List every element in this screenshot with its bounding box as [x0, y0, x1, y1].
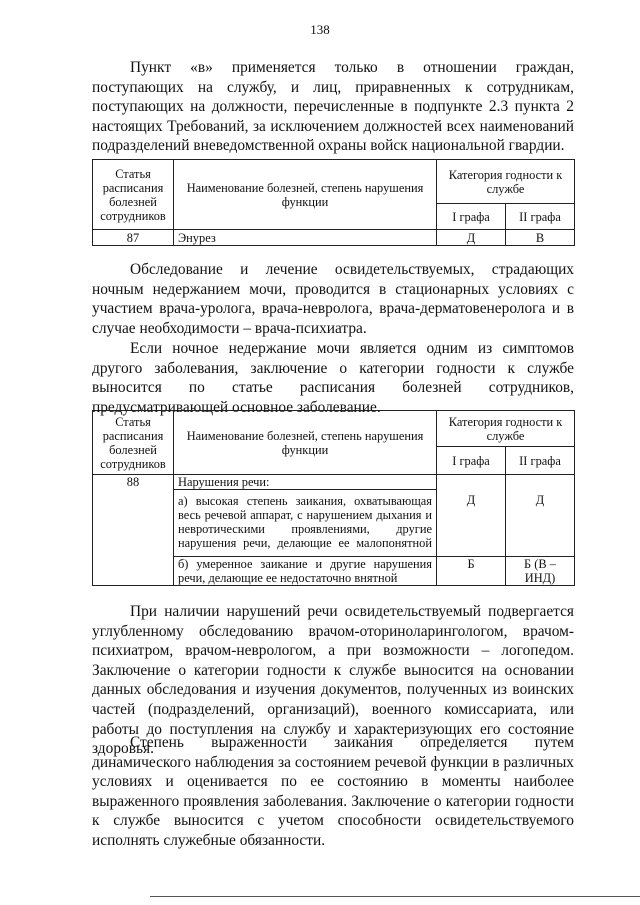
disease-item-b: б) умеренное заикание и другие нарушения речи, делающие ее недостаточно внятной	[174, 557, 437, 586]
paragraph-stuttering-degree: Степень выраженности заикания определяется путем динамического наблюдения за состоянием речевой функции в различных условиях и оценивается по ее состоянию в моменты наиболее выраженного проявления заболевания. Заключение о категории годности к службе выносится с учетом способности освидетельствуемого исполнять служебные обязанности.	[92, 734, 574, 849]
page-number: 138	[310, 22, 330, 37]
header-category: Категория годности к службе	[437, 160, 575, 204]
disease-item-a: а) высокая степень заикания, охватывающая весь речевой аппарат, с нарушением дыхания и невротическими проявлениями, другие нарушения речи, делающие ее малопонятной	[174, 490, 437, 557]
category-col1: Д	[437, 230, 506, 246]
disease-name: Энурез	[174, 230, 437, 246]
paragraph-enuresis-symptom: Если ночное недержание мочи является одним из симптомов другого заболевания, заключение о категории годности к службе выносится по статье расписания болезней сотрудников, предусматривающей основное заболевание.	[92, 340, 574, 416]
article-number: 88	[93, 475, 174, 586]
category-col2: В	[506, 230, 575, 246]
header-disease-name: Наименование болезней, степень нарушения функции	[174, 411, 437, 475]
schedule-table-87	[92, 159, 575, 246]
header-category: Категория годности к службе	[437, 411, 575, 447]
paragraph-enuresis-exam: Обследование и лечение освидетельствуемых, страдающих ночным недержанием мочи, проводится в стационарных условиях с участием врача-уролога, врача-невролога, врача-дерматовенеролога и в случае необходимости – врача-психиатра.	[92, 261, 574, 337]
header-col2: II графа	[506, 204, 575, 230]
paragraph-speech-exam: При наличии нарушений речи освидетельствуемый подвергается углубленному обследованию врачом-оториноларингологом, врачом-психиатром, врачом-неврологом, а при возможности – логопедом. Заключение о категории годности к службе выносится на основании данных обследования и изучения документов, полученных из воинских частей (подразделений, организаций), военного комиссариата, или работы до поступления на службу и характеризующих его состояние здоровья.	[92, 603, 574, 758]
category-a-col1: Д	[437, 475, 506, 557]
disease-title: Нарушения речи:	[174, 475, 437, 490]
category-b-col2: Б (В – ИНД)	[506, 557, 575, 586]
header-col1: I графа	[437, 204, 506, 230]
header-col2: II графа	[506, 447, 575, 475]
category-b-col1: Б	[437, 557, 506, 586]
schedule-table-88	[92, 410, 575, 586]
page-bottom-border	[150, 896, 640, 897]
header-col1: I графа	[437, 447, 506, 475]
header-article: Статья расписания болезней сотрудников	[93, 411, 174, 475]
paragraph-point-v: Пункт «в» применяется только в отношении граждан, поступающих на службу, и лиц, приравненных к сотрудникам, поступающих на должности, перечисленные в подпункте 2.3 пункта 2 настоящих Требований, за исключением должностей всех наименований подразделений вневедомственной охраны войск национальной гвардии.	[92, 59, 574, 155]
header-article: Статья расписания болезней сотрудников	[93, 160, 174, 230]
category-a-col2: Д	[506, 475, 575, 557]
article-number: 87	[93, 230, 174, 246]
header-disease-name: Наименование болезней, степень нарушения функции	[174, 160, 437, 230]
